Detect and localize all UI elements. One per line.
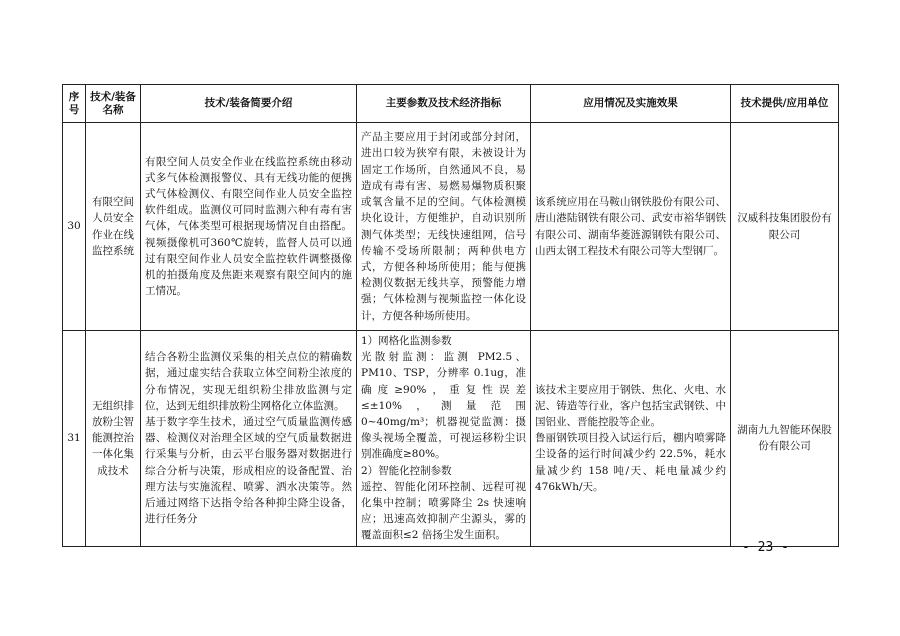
params-heading-1: 1）网格化监测参数	[361, 335, 452, 347]
tech-description	[141, 331, 357, 547]
params-paragraph-1: 光散射监测：监测 PM2.5、PM10、TSP，分辨率 0.1ug，准确度≥90%，重复性误差≤±10%，测量范围 0~40mg/m³；机器视觉监测：摄像头视场全覆盖，可视运移粉尘识别准确度≥80%。	[361, 351, 526, 461]
table-row	[63, 331, 839, 547]
application-effect: 该系统应用在马鞍山钢铁股份有限公司、唐山港陆钢铁有限公司、武安市裕华钢铁有限公司、湖南华菱涟源钢铁有限公司、山西太钢工程技术有限公司等大型钢厂。	[531, 123, 731, 331]
page-number: - 23 -	[742, 540, 789, 555]
tech-parameters	[357, 331, 531, 547]
desc-paragraph-2: 基于数字孪生技术，通过空气质量监测传感器、检测仪对治理全区域的空气质量数据进行采集与分析，由云平台服务器对数据进行综合分析与决策，形成相应的设备配置、治理方法与实施流程、喷雾、洒水决策等。然后通过网络下达指令给各种抑尘降尘设备，进行任务分	[145, 416, 352, 526]
tech-name: 有限空间人员安全作业在线监控系统	[86, 123, 141, 331]
header-params: 主要参数及技术经济指标	[357, 85, 531, 123]
header-desc: 技术/装备简要介绍	[141, 85, 357, 123]
row-number: 31	[63, 331, 86, 547]
tech-name: 无组织排放粉尘智能测控治一体化集成技术	[86, 331, 141, 547]
table-row	[63, 123, 839, 331]
header-num: 序号	[63, 85, 86, 123]
provider-unit: 湖南九九智能环保股份有限公司	[731, 331, 839, 547]
params-heading-2: 2）智能化控制参数	[361, 464, 452, 477]
row-number: 30	[63, 123, 86, 331]
params-paragraph-2: 遥控、智能化闭环控制、远程可视化集中控制；喷雾降尘 2s 快速响应；迅速高效抑制产尘源头，雾的覆盖面积≤2 倍扬尘发生面积。	[361, 480, 526, 542]
header-name: 技术/装备名称	[86, 85, 141, 123]
app-paragraph-2: 鲁丽钢铁项目投入试运行后，棚内喷雾降尘设备的运行时间减少约 22.5%，耗水量减少约 158 吨/天、耗电量减少约 476kWh/天。	[535, 432, 726, 493]
desc-paragraph-1: 结合各粉尘监测仪采集的相关点位的精确数据，通过虚实结合获取立体空间粉尘浓度的分布情况，实现无组织粉尘排放监测与定位，达到无组织排放粉尘网格化立体监测。	[145, 351, 352, 412]
tech-parameters: 产品主要应用于封闭或部分封闭，进出口较为狭窄有限，未被设计为固定工作场所，自然通风不良，易造成有毒有害、易燃易爆物质积聚或氧含量不足的空间。气体检测模块化设计，方便维护，自动识别所测气体类型；无线快速组网，信号传输不受场所限制；两种供电方式，方便各种场所使用；能与便携检测仪数据无线共享，预警能力增强；气体检测与视频监控一体化设计，方便各种场所使用。	[357, 123, 531, 331]
app-paragraph-1: 该技术主要应用于钢铁、焦化、火电、水泥、铸造等行业，客户包括宝武钢铁、中国铝业、晋能控股等企业。	[535, 383, 726, 429]
header-app: 应用情况及实施效果	[531, 85, 731, 123]
provider-unit: 汉威科技集团股份有限公司	[731, 123, 839, 331]
application-effect	[531, 331, 731, 547]
tech-description: 有限空间人员安全作业在线监控系统由移动式多气体检测报警仪、具有无线功能的便携式气体检测仪、有限空间作业人员安全监控软件组成。监测仪可同时监测六种有毒有害气体，气体类型可根据现场情况自由搭配。视频摄像机可360℃旋转，监督人员可以通过有限空间作业人员安全监控软件调整摄像机的拍摄角度及焦距来观察有限空间内的施工情况。	[141, 123, 357, 331]
table-header-row	[63, 85, 839, 123]
technology-table	[62, 84, 839, 547]
header-provider: 技术提供/应用单位	[731, 85, 839, 123]
